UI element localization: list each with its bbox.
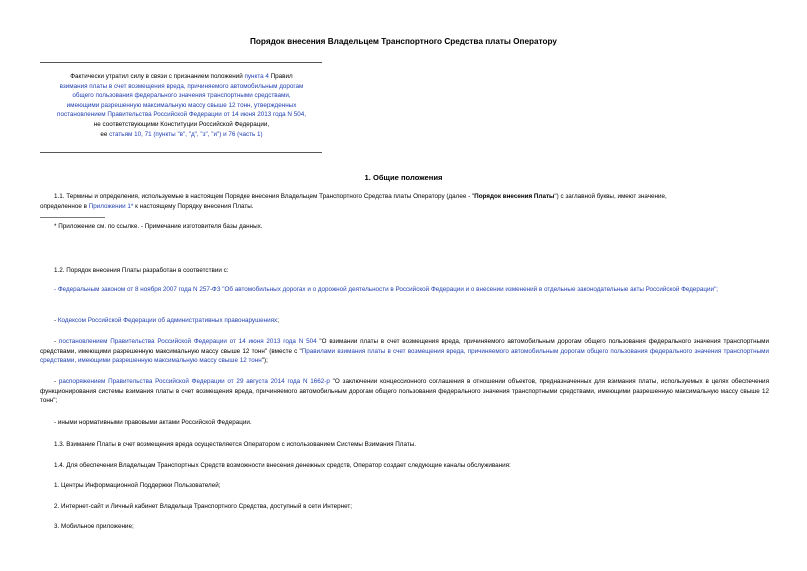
note-line-6: не соответствующими Конституции Российской Федерации, bbox=[93, 120, 270, 128]
channel-1: 1. Центры Информационной Поддержки Пользователей; bbox=[54, 482, 221, 489]
item-dash: - bbox=[54, 378, 59, 385]
rasporyazhenie-1662-link[interactable]: распоряжением Правительства Российской Федерации от 29 августа 2014 года N 1662-р bbox=[58, 378, 330, 385]
note-line-3[interactable]: общего пользования федерального значения транспортными средствами, bbox=[72, 92, 291, 100]
channel-2: 2. Интернет-сайт и Личный кабинет Владельца Транспортного Средства, доступный в сети Интернет; bbox=[54, 503, 353, 510]
note-text: ее bbox=[100, 130, 110, 138]
item-text: ; bbox=[277, 317, 279, 324]
postanovlenie-504-link[interactable]: постановлением Правительства Российской Федерации от 14 июня 2013 года N 504 bbox=[58, 338, 317, 345]
paragraph-1-4: 1.4. Для обеспечения Владельцам Транспортных Средств возможности внесения денежных средств, Оператор создает следующие каналы обслуживания: bbox=[54, 462, 511, 469]
item-dash: - bbox=[54, 317, 58, 324]
item-text: "О взимании платы в счет возмещения вреда, причиняемого автомобильным дорогам общего пользования федерального значения транспортными средствами, имеющими разрешенную максимальную массу свыше 12 тонн" (вместе с " bbox=[40, 338, 769, 355]
paragraph-1-1 bbox=[40, 192, 769, 211]
note-line-5[interactable]: постановлением Правительства Российской Федерации от 14 июня 2013 года N 504, bbox=[57, 111, 306, 119]
law-item-257fz[interactable] bbox=[40, 285, 769, 295]
note-link-constitution[interactable]: статьям 10, 71 (пункты "в", "д", "з", "и") и 76 (часть 1) bbox=[109, 130, 263, 138]
note-line-4[interactable]: имеющими разрешенную максимальную массу свыше 12 тонн, утвержденных bbox=[66, 101, 297, 109]
paragraph-1-2: 1.2. Порядок внесения Платы разработан в соответствии с: bbox=[54, 267, 229, 274]
footnote-divider bbox=[40, 217, 105, 218]
section-heading: 1. Общие положения bbox=[364, 173, 443, 182]
koap-link[interactable]: Кодексом Российской Федерации об административных правонарушениях bbox=[57, 317, 278, 324]
channel-3: 3. Мобильное приложение; bbox=[54, 523, 134, 530]
law-item-504 bbox=[40, 337, 769, 366]
p11-text: 1.1. Термины и определения, используемые в настоящем Порядке внесения Владельцем Транспортного Средства платы Оператору (далее - " bbox=[54, 193, 475, 200]
item-text: "); bbox=[261, 357, 268, 365]
document-title: Порядок внесения Владельцем Транспортного Средства платы Оператору bbox=[250, 37, 557, 46]
note-line-1 bbox=[40, 72, 323, 82]
p11-text: к настоящему Порядку внесения Платы. bbox=[133, 202, 254, 210]
pravila-link[interactable]: Правилами взимания платы в счет возмещения вреда, причиняемого автомобильным дорогам общего пользования федерального значения транспортными средствами, имеющими разрешенную максимальную массу свыше 12 тонн bbox=[40, 347, 769, 365]
law-item-text[interactable]: - Федеральным законом от 8 ноября 2007 года N 257-ФЗ "Об автомобильных дорогах и о дорожной деятельности в Российской Федерации и о внесении изменений в отдельные законодательные акты Российской Федерации"; bbox=[54, 286, 719, 293]
note-line-7 bbox=[40, 130, 323, 140]
item-dash: - bbox=[54, 338, 59, 345]
paragraph-1-3: 1.3. Взимание Платы в счет возмещения вреда осуществляется Оператором с использованием Системы Взимания Платы. bbox=[54, 441, 416, 448]
note-link-punkt4[interactable]: пункта 4 bbox=[244, 73, 269, 80]
note-text: Правил bbox=[268, 73, 293, 80]
note-bottom-divider bbox=[40, 152, 322, 153]
note-text: Фактически утратил силу в связи с признанием положений bbox=[70, 73, 245, 80]
appendix-link[interactable]: Приложении 1* bbox=[88, 202, 134, 210]
law-item-other: - иными нормативными правовыми актами Российской Федерации. bbox=[54, 419, 252, 426]
note-line-2[interactable]: взимания платы в счет возмещения вреда, причиняемого автомобильным дорогам bbox=[59, 82, 304, 90]
item-text: "О заключении концессионного соглашения в отношении объектов, предназначенных для взимания платы, используемых в целях обеспечения функционирования системы взимания платы в счет возмещения вреда, причиняемого автомобильным дорогам общего пользования федерального значения транспортными средствами, имеющими разрешенную максимальную массу свыше 12 тонн"; bbox=[40, 378, 769, 405]
law-item-1662r bbox=[40, 377, 769, 406]
p11-text: определенное в bbox=[40, 202, 89, 210]
p11-text: ") с заглавной буквы, имеют значение, bbox=[554, 193, 667, 200]
p11-bold-term: Порядок внесения Платы bbox=[474, 193, 555, 200]
status-note bbox=[40, 72, 323, 139]
footnote: * Приложение см. по ссылке. - Примечание изготовителя базы данных. bbox=[54, 223, 263, 230]
note-top-divider bbox=[40, 62, 322, 63]
law-item-koap bbox=[54, 316, 279, 326]
